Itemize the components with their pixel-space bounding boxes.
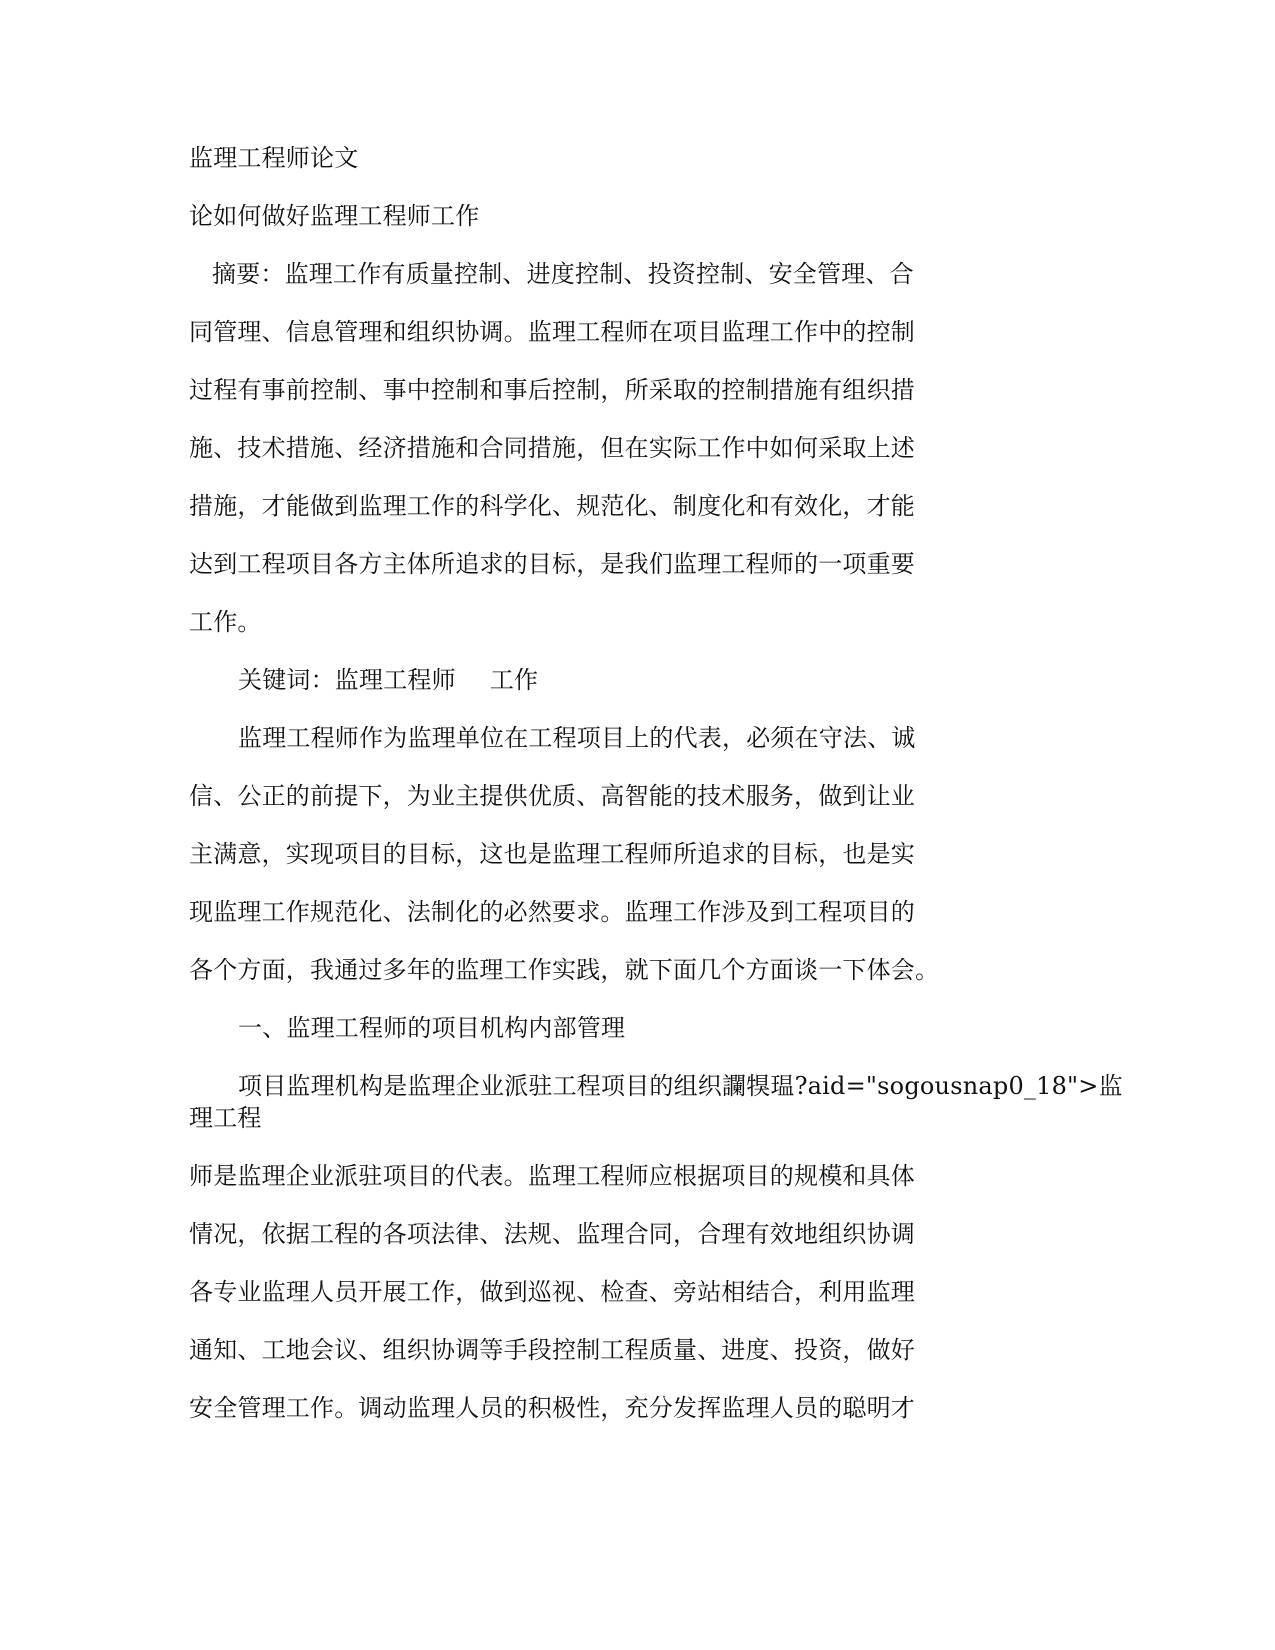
section-line: 各专业监理人员开展工作，做到巡视、检查、旁站相结合，利用监理 [189, 1278, 915, 1306]
keywords-value: 工作 [489, 666, 539, 694]
section-line: 情况，依据工程的各项法律、法规、监理合同，合理有效地组织协调 [189, 1220, 915, 1248]
section-line: 师是监理企业派驻项目的代表。监理工程师应根据项目的规模和具体 [189, 1162, 915, 1190]
section-second-line: 理工程 [189, 1104, 262, 1132]
section-line: 安全管理工作。调动监理人员的积极性，充分发挥监理人员的聪明才 [189, 1394, 915, 1422]
section-line: 通知、工地会议、组织协调等手段控制工程质量、进度、投资，做好 [189, 1336, 915, 1364]
intro-line: 信、公正的前提下，为业主提供优质、高智能的技术服务，做到让业 [189, 782, 915, 810]
abstract-line: 工作。 [189, 608, 262, 636]
abstract-line: 达到工程项目各方主体所追求的目标，是我们监理工程师的一项重要 [189, 550, 915, 578]
keywords-label: 关键词：监理工程师 [238, 666, 456, 694]
abstract-line: 同管理、信息管理和组织协调。监理工程师在项目监理工作中的控制 [189, 318, 915, 346]
intro-line: 现监理工作规范化、法制化的必然要求。监理工作涉及到工程项目的 [189, 898, 915, 926]
abstract-line: 施、技术措施、经济措施和合同措施，但在实际工作中如何采取上述 [189, 434, 915, 462]
document-subtitle: 论如何做好监理工程师工作 [189, 202, 480, 230]
abstract-line: 过程有事前控制、事中控制和事后控制，所采取的控制措施有组织措 [189, 376, 915, 404]
abstract-line: 摘要：监理工作有质量控制、进度控制、投资控制、安全管理、合 [212, 260, 914, 288]
intro-line: 监理工程师作为监理单位在工程项目上的代表，必须在守法、诚 [238, 724, 916, 752]
abstract-line: 措施，才能做到监理工作的科学化、规范化、制度化和有效化，才能 [189, 492, 915, 520]
section-heading: 一、监理工程师的项目机构内部管理 [238, 1014, 626, 1042]
document-title: 监理工程师论文 [189, 144, 359, 172]
intro-line: 各个方面，我通过多年的监理工作实践，就下面几个方面谈一下体会。 [189, 956, 940, 984]
section-first-line: 项目监理机构是监理企业派驻工程项目的组织讕犑瑥?aid="sogousnap0_18">监 [238, 1072, 1123, 1100]
keywords-line [238, 665, 538, 695]
intro-line: 主满意，实现项目的目标，这也是监理工程师所追求的目标，也是实 [189, 840, 915, 868]
